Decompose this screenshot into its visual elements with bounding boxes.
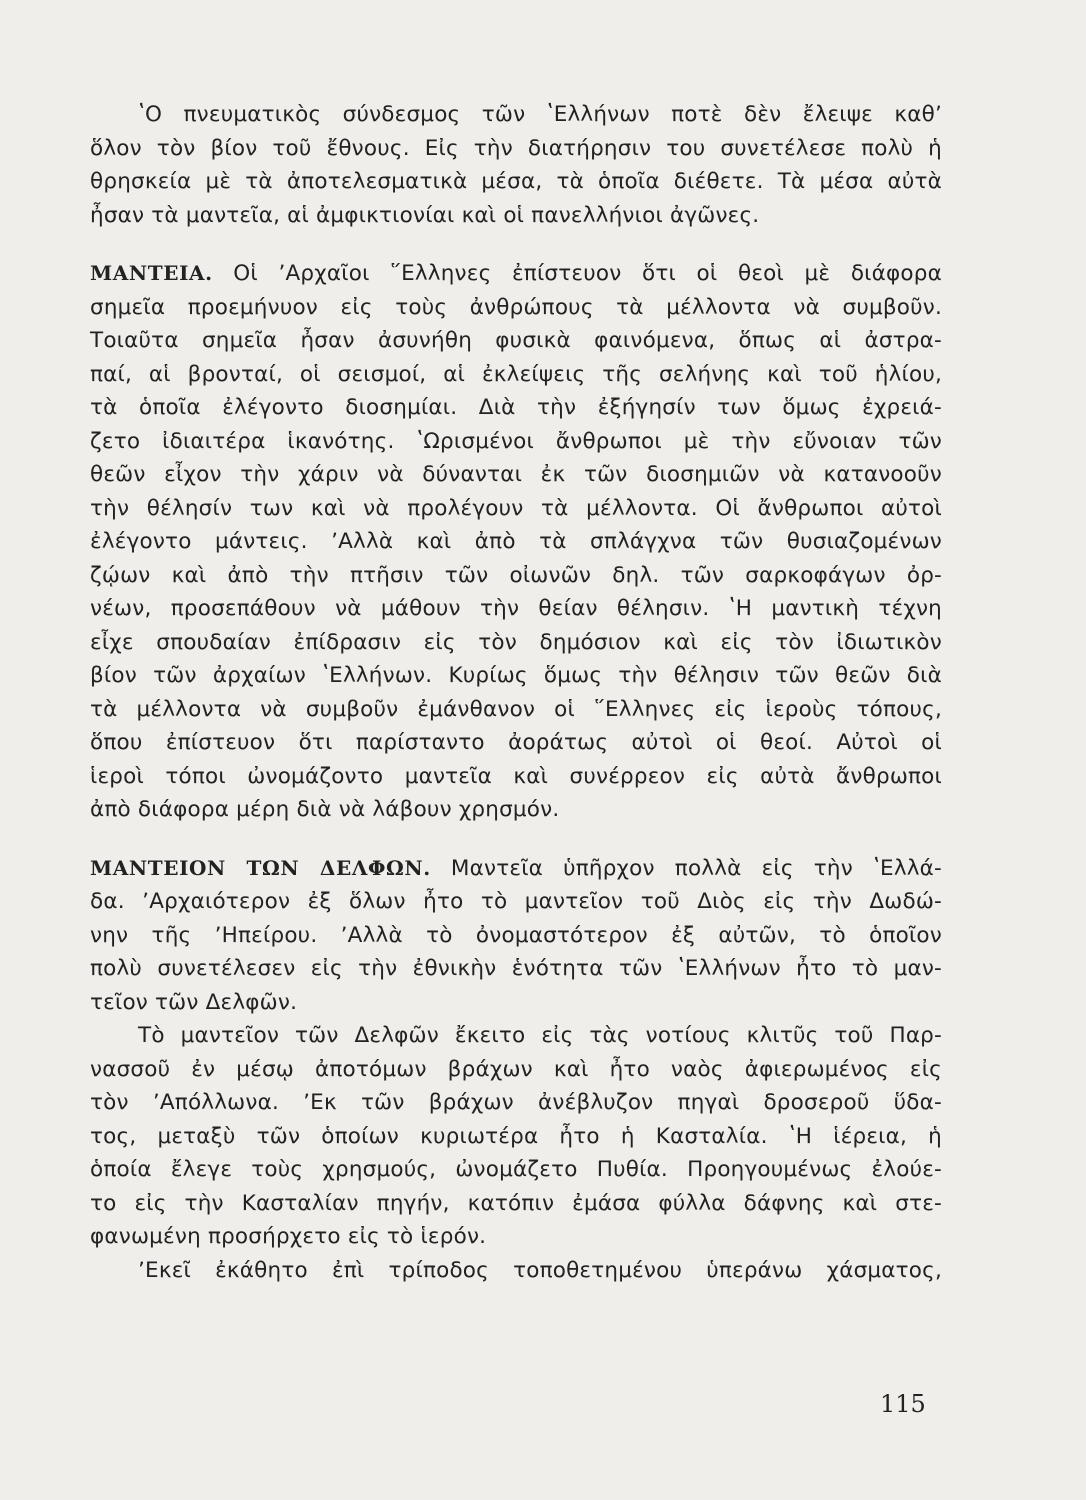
text-line: ʼΕκεῖ ἐκάθητο ἐπὶ τρίποδος τοποθετημένου ὑπεράνω χάσματος, [138,1257,942,1283]
text-line: ἀπὸ διάφορα μέρη διὰ νὰ λάβουν χρησμόν. [90,797,560,822]
text-line: πολὺ συνετέλεσεν εἰς τὴν ἐθνικὴν ἑνότητα τῶν ʽΕλλήνων ἦτο τὸ μαν- [90,956,942,981]
section-heading-manteia: ΜΑΝΤΕΙΑ. [90,261,213,285]
text-line: Μαντεῖα ὑπῆρχον πολλὰ εἰς τὴν ʽΕλλά- [450,855,942,881]
text-line: ὅλον τὸν βίον τοῦ ἔθνους. Εἰς τὴν διατήρησιν του συνετέλεσε πολὺ ἡ [90,135,942,161]
text-line: ζῴων καὶ ἀπὸ τὴν πτῆσιν τῶν οἰωνῶν δηλ. τῶν σαρκοφάγων ὀρ- [90,562,942,588]
text-line: σημεῖα προεμήνυον εἰς τοὺς ἀνθρώπους τὰ μέλλοντα νὰ συμβοῦν. [90,294,942,320]
text-line: το εἰς τὴν Κασταλίαν πηγήν, κατόπιν ἐμάσα φύλλα δάφνης καὶ στε- [90,1190,942,1216]
section-manteia [90,257,942,827]
text-line: Τοιαῦτα σημεῖα ἦσαν ἀσυνήθη φυσικὰ φαινόμενα, ὅπως αἱ ἀστρα- [90,328,942,353]
text-line: Τὸ μαντεῖον τῶν Δελφῶν ἔκειτο εἰς τὰς νοτίους κλιτῦς τοῦ Παρ- [138,1023,942,1048]
text-line: εἶχε σπουδαίαν ἐπίδρασιν εἰς τὸν δημόσιον καὶ εἰς τὸν ἰδιωτικὸν [90,629,942,655]
text-line: νην τῆς ʼΗπείρου. ʼΑλλὰ τὸ ὀνομαστότερον ἐξ αὐτῶν, τὸ ὁποῖον [90,922,942,948]
text-line: τος, μεταξὺ τῶν ὁποίων κυριωτέρα ἦτο ἡ Κασταλία. ʽΗ ἱέρεια, ἡ [90,1123,942,1149]
text-line: ʽΟ πνευματικὸς σύνδεσμος τῶν ʽΕλλήνων ποτὲ δὲν ἔλειψε καθʼ [138,102,942,127]
text-line: φανωμένη προσήρχετο εἰς τὸ ἱερόν. [90,1224,487,1249]
text-line: θρησκεία μὲ τὰ ἀποτελεσματικὰ μέσα, τὰ ὁποῖα διέθετε. Τὰ μέσα αὐτὰ [90,169,942,194]
paragraph-tripod [90,1254,942,1288]
text-line: τεῖον τῶν Δελφῶν. [90,989,298,1015]
section-delphi [90,852,942,1020]
text-line: τὰ ὁποῖα ἐλέγοντο διοσημίαι. Διὰ τὴν ἐξήγησίν των ὅμως ἐχρειά- [90,395,942,420]
text-line: παί, αἱ βρονταί, οἱ σεισμοί, αἱ ἐκλείψεις τῆς σελήνης καὶ τοῦ ἡλίου, [90,361,942,387]
paragraph-intro [90,98,942,232]
section-first-line [90,852,942,886]
text-body [90,98,942,1287]
section-first-line [90,257,942,291]
text-line: ἐλέγοντο μάντεις. ʼΑλλὰ καὶ ἀπὸ τὰ σπλάγχνα τῶν θυσιαζομένων [90,529,942,554]
text-line: ὅπου ἐπίστευον ὅτι παρίσταντο ἀοράτως αὐτοὶ οἱ θεοί. Αὐτοὶ οἱ [90,730,942,755]
section-heading-delphi: ΜΑΝΤΕΙΟΝ ΤΩΝ ΔΕΛΦΩΝ. [90,855,431,880]
text-line: θεῶν εἶχον τὴν χάριν νὰ δύνανται ἐκ τῶν διοσημιῶν νὰ κατανοοῦν [90,462,942,487]
text-line: ζετο ἰδιαιτέρα ἱκανότης. ʽΩρισμένοι ἄνθρωποι μὲ τὴν εὔνοιαν τῶν [90,428,942,454]
text-line: βίον τῶν ἀρχαίων ʽΕλλήνων. Κυρίως ὅμως τὴν θέλησιν τῶν θεῶν διὰ [90,663,942,688]
text-line: ὁποία ἔλεγε τοὺς χρησμούς, ὠνομάζετο Πυθία. Προηγουμένως ἐλούε- [90,1157,942,1182]
page-number: 115 [880,1390,926,1418]
text-line: νασσοῦ ἐν μέσῳ ἀποτόμων βράχων καὶ ἦτο ναὸς ἀφιερωμένος εἰς [90,1056,942,1082]
text-line: ἱεροὶ τόποι ὠνομάζοντο μαντεῖα καὶ συνέρρεον εἰς αὐτὰ ἄνθρωποι [90,763,942,789]
text-line: τὸν ʼΑπόλλωνα. ʼΕκ τῶν βράχων ἀνέβλυζον πηγαὶ δροσεροῦ ὕδα- [90,1090,942,1115]
text-line: ἦσαν τὰ μαντεῖα, αἱ ἀμφικτιονίαι καὶ οἱ πανελλήνιοι ἀγῶνες. [90,202,760,228]
text-line: νέων, προσεπάθουν νὰ μάθουν τὴν θείαν θέλησιν. ʽΗ μαντικὴ τέχνη [90,596,942,621]
text-line: δα. ʼΑρχαιότερον ἐξ ὅλων ἦτο τὸ μαντεῖον τοῦ Διὸς εἰς τὴν Δωδώ- [90,889,942,914]
paragraph-delphi-location [90,1019,942,1254]
text-line: τὴν θέλησίν των καὶ νὰ προλέγουν τὰ μέλλοντα. Οἱ ἄνθρωποι αὐτοὶ [90,495,942,521]
text-line: Οἱ ʼΑρχαῖοι ῞Ελληνες ἐπίστευον ὅτι οἱ θεοὶ μὲ διάφορα [233,261,942,286]
text-line: τὰ μέλλοντα νὰ συμβοῦν ἐμάνθανον οἱ ῞Ελληνες εἰς ἱεροὺς τόπους, [90,696,942,722]
